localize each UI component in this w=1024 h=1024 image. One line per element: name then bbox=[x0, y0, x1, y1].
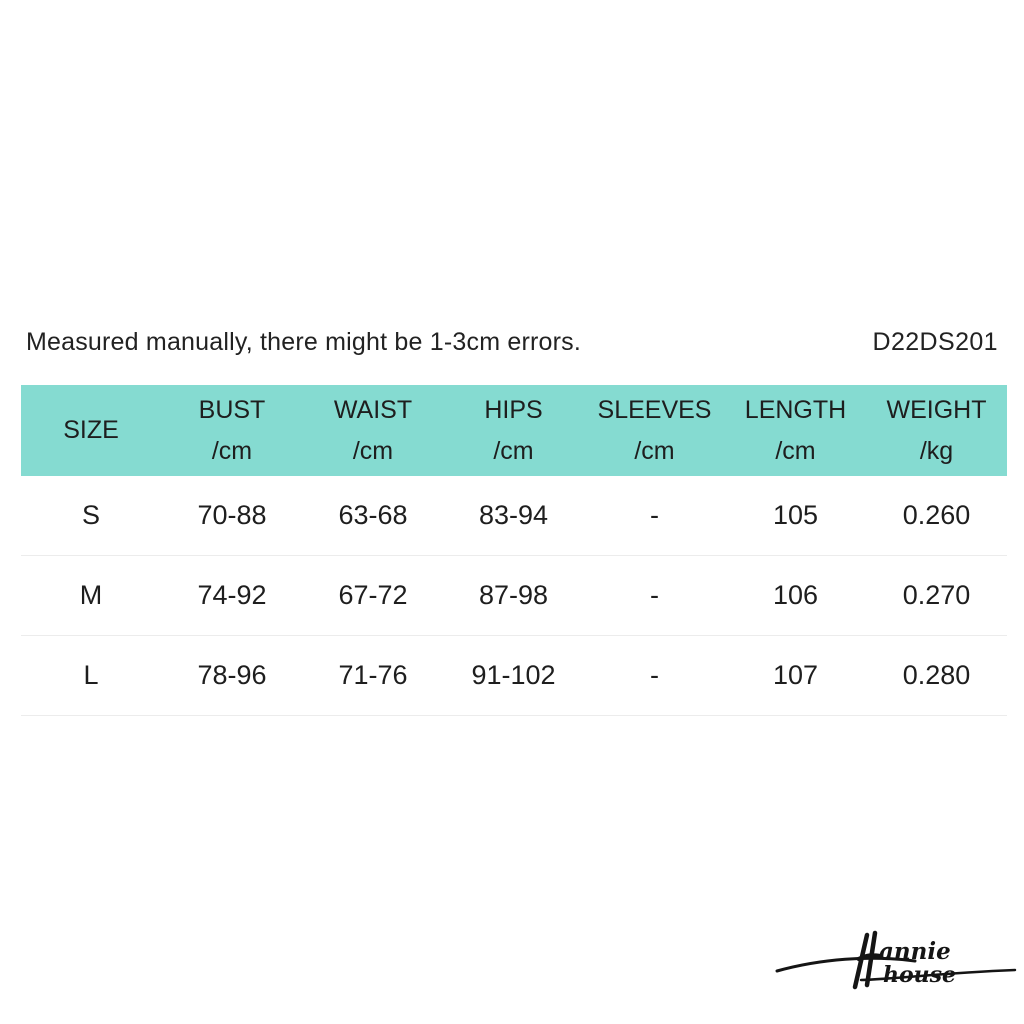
size-cell: M bbox=[79, 580, 103, 610]
header-label: HIPS bbox=[484, 395, 543, 424]
length-cell: 106 bbox=[772, 580, 819, 610]
table-row bbox=[21, 556, 1007, 636]
waist-cell: 71-76 bbox=[338, 660, 408, 690]
bust-cell: 78-96 bbox=[197, 660, 267, 690]
weight-cell: 0.280 bbox=[902, 660, 971, 690]
size-chart-table bbox=[21, 385, 1007, 716]
header-waist bbox=[303, 385, 443, 476]
header-label: SLEEVES bbox=[597, 395, 712, 424]
length-cell: 105 bbox=[772, 500, 819, 530]
header-unit: /kg bbox=[919, 436, 954, 465]
hips-cell: 87-98 bbox=[478, 580, 549, 610]
waist-cell: 67-72 bbox=[338, 580, 408, 610]
header-label: SIZE bbox=[63, 416, 119, 444]
weight-cell: 0.270 bbox=[902, 580, 971, 610]
header-unit: /cm bbox=[211, 436, 253, 465]
header-unit: /cm bbox=[634, 436, 675, 465]
svg-text:house: house bbox=[883, 962, 957, 988]
header-label: LENGTH bbox=[744, 395, 847, 424]
header-unit: /cm bbox=[775, 436, 816, 465]
header-size bbox=[21, 385, 161, 476]
header-sleeves bbox=[584, 385, 725, 476]
length-cell: 107 bbox=[772, 660, 819, 690]
table-row bbox=[21, 476, 1007, 556]
header-hips bbox=[443, 385, 584, 476]
header-weight bbox=[866, 385, 1007, 476]
header-unit: /cm bbox=[493, 436, 534, 465]
size-cell: S bbox=[81, 500, 100, 530]
hips-cell: 83-94 bbox=[478, 500, 549, 530]
header-label: WEIGHT bbox=[886, 395, 987, 424]
hips-cell: 91-102 bbox=[471, 660, 556, 690]
product-code: D22DS201 bbox=[872, 328, 998, 356]
brand-logo bbox=[775, 925, 1020, 995]
header-length bbox=[725, 385, 866, 476]
bust-cell: 70-88 bbox=[197, 500, 267, 530]
sleeves-cell: - bbox=[650, 500, 659, 530]
header-unit: /cm bbox=[352, 436, 394, 465]
sleeves-cell: - bbox=[650, 660, 659, 690]
header-label: BUST bbox=[198, 395, 266, 424]
weight-cell: 0.260 bbox=[902, 500, 971, 530]
waist-cell: 63-68 bbox=[338, 500, 408, 530]
header-label: WAIST bbox=[333, 395, 413, 424]
size-cell: L bbox=[83, 660, 99, 690]
header-bust bbox=[161, 385, 303, 476]
svg-text:annie: annie bbox=[879, 938, 951, 965]
sleeves-cell: - bbox=[650, 580, 659, 610]
table-header-row bbox=[21, 385, 1007, 476]
table-row bbox=[21, 636, 1007, 716]
bust-cell: 74-92 bbox=[197, 580, 267, 610]
measurement-note: Measured manually, there might be 1-3cm errors. bbox=[26, 328, 581, 356]
